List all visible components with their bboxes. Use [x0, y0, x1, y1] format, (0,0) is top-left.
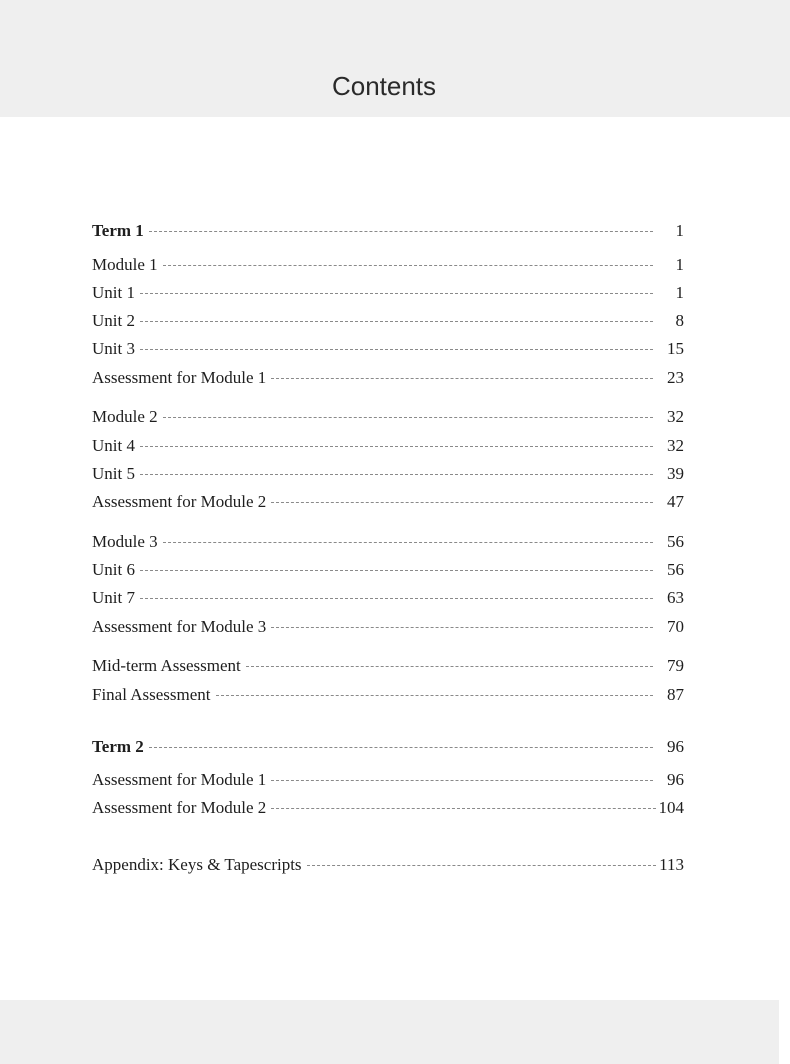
toc-entry-page: 39 — [667, 464, 684, 483]
dot-leader — [163, 417, 653, 418]
toc-entry-label: Final Assessment — [92, 685, 211, 704]
toc-entry-label: Term 1 — [92, 221, 144, 240]
toc-entry-module-1[interactable] — [92, 254, 684, 276]
toc-entry-page: 32 — [667, 407, 684, 426]
toc-entry-term-2-assessment-module-2[interactable] — [92, 797, 684, 819]
toc-entry-page: 47 — [667, 492, 684, 511]
toc-entry-page: 56 — [667, 532, 684, 551]
toc-entry-label: Unit 2 — [92, 311, 135, 330]
toc-entry-label: Unit 7 — [92, 588, 135, 607]
dot-leader — [246, 666, 653, 667]
toc-entry-label: Module 2 — [92, 407, 158, 426]
toc-entry-label: Assessment for Module 1 — [92, 770, 267, 789]
toc-entry-label: Unit 4 — [92, 436, 135, 455]
dot-leader — [140, 570, 653, 571]
dot-leader — [140, 293, 653, 294]
toc-entry-unit-6[interactable] — [92, 559, 684, 581]
toc-entry-final-assessment[interactable] — [92, 684, 684, 706]
toc-entry-unit-2[interactable] — [92, 310, 684, 332]
toc-entry-label: Unit 5 — [92, 464, 135, 483]
toc-entry-unit-3[interactable] — [92, 338, 684, 360]
toc-entry-page: 8 — [675, 311, 684, 330]
dot-leader — [149, 747, 653, 748]
toc-entry-label: Appendix: Keys & Tapescripts — [92, 855, 302, 874]
toc-entry-page: 15 — [667, 339, 684, 358]
dot-leader — [163, 542, 653, 543]
toc-entry-page: 1 — [675, 221, 684, 240]
dot-leader — [140, 349, 653, 350]
toc-entry-unit-1[interactable] — [92, 282, 684, 304]
dot-leader — [140, 474, 653, 475]
toc-entry-assessment-module-1[interactable] — [92, 367, 684, 389]
dot-leader — [271, 502, 653, 503]
toc-entry-assessment-module-2[interactable] — [92, 491, 684, 513]
footer-band — [0, 1000, 779, 1064]
toc-entry-module-2[interactable] — [92, 406, 684, 428]
dot-leader — [163, 265, 653, 266]
toc-entry-label: Assessment for Module 3 — [92, 617, 267, 636]
toc-entry-label: Unit 6 — [92, 560, 135, 579]
toc-entry-term-2-assessment-module-1[interactable] — [92, 769, 684, 791]
toc-entry-term-1[interactable] — [92, 220, 684, 242]
dot-leader — [140, 321, 653, 322]
toc-entry-term-2[interactable] — [92, 736, 684, 758]
toc-entry-label: Term 2 — [92, 737, 144, 756]
toc-entry-label: Assessment for Module 2 — [92, 492, 267, 511]
dot-leader — [140, 446, 653, 447]
toc-entry-page: 113 — [659, 855, 684, 874]
toc-entry-label: Unit 3 — [92, 339, 135, 358]
toc-entry-page: 104 — [658, 798, 684, 817]
toc-entry-unit-5[interactable] — [92, 463, 684, 485]
toc-entry-label: Assessment for Module 2 — [92, 798, 267, 817]
toc-entry-label: Module 3 — [92, 532, 158, 551]
toc-entry-page: 1 — [675, 283, 684, 302]
toc-entry-page: 32 — [667, 436, 684, 455]
toc-entry-label: Module 1 — [92, 255, 158, 274]
dot-leader — [271, 378, 653, 379]
toc-entry-page: 23 — [667, 368, 684, 387]
dot-leader — [149, 231, 653, 232]
toc-entry-unit-4[interactable] — [92, 435, 684, 457]
toc-entry-unit-7[interactable] — [92, 587, 684, 609]
toc-entry-page: 1 — [675, 255, 684, 274]
dot-leader — [271, 627, 653, 628]
toc-entry-page: 70 — [667, 617, 684, 636]
dot-leader — [216, 695, 653, 696]
toc-entry-label: Mid-term Assessment — [92, 656, 241, 675]
toc-entry-page: 79 — [667, 656, 684, 675]
toc-entry-module-3[interactable] — [92, 531, 684, 553]
page-title: Contents — [331, 71, 437, 101]
dot-leader — [271, 780, 653, 781]
dot-leader — [271, 808, 656, 809]
toc-entry-label: Assessment for Module 1 — [92, 368, 267, 387]
dot-leader — [140, 598, 653, 599]
toc-entry-page: 96 — [667, 737, 684, 756]
toc-entry-page: 96 — [667, 770, 684, 789]
toc-entry-label: Unit 1 — [92, 283, 135, 302]
toc-entry-page: 63 — [667, 588, 684, 607]
dot-leader — [307, 865, 656, 866]
toc-entry-page: 87 — [667, 685, 684, 704]
toc-entry-page: 56 — [667, 560, 684, 579]
toc-entry-mid-term-assessment[interactable] — [92, 655, 684, 677]
toc-entry-appendix[interactable] — [92, 854, 684, 876]
toc-entry-assessment-module-3[interactable] — [92, 616, 684, 638]
